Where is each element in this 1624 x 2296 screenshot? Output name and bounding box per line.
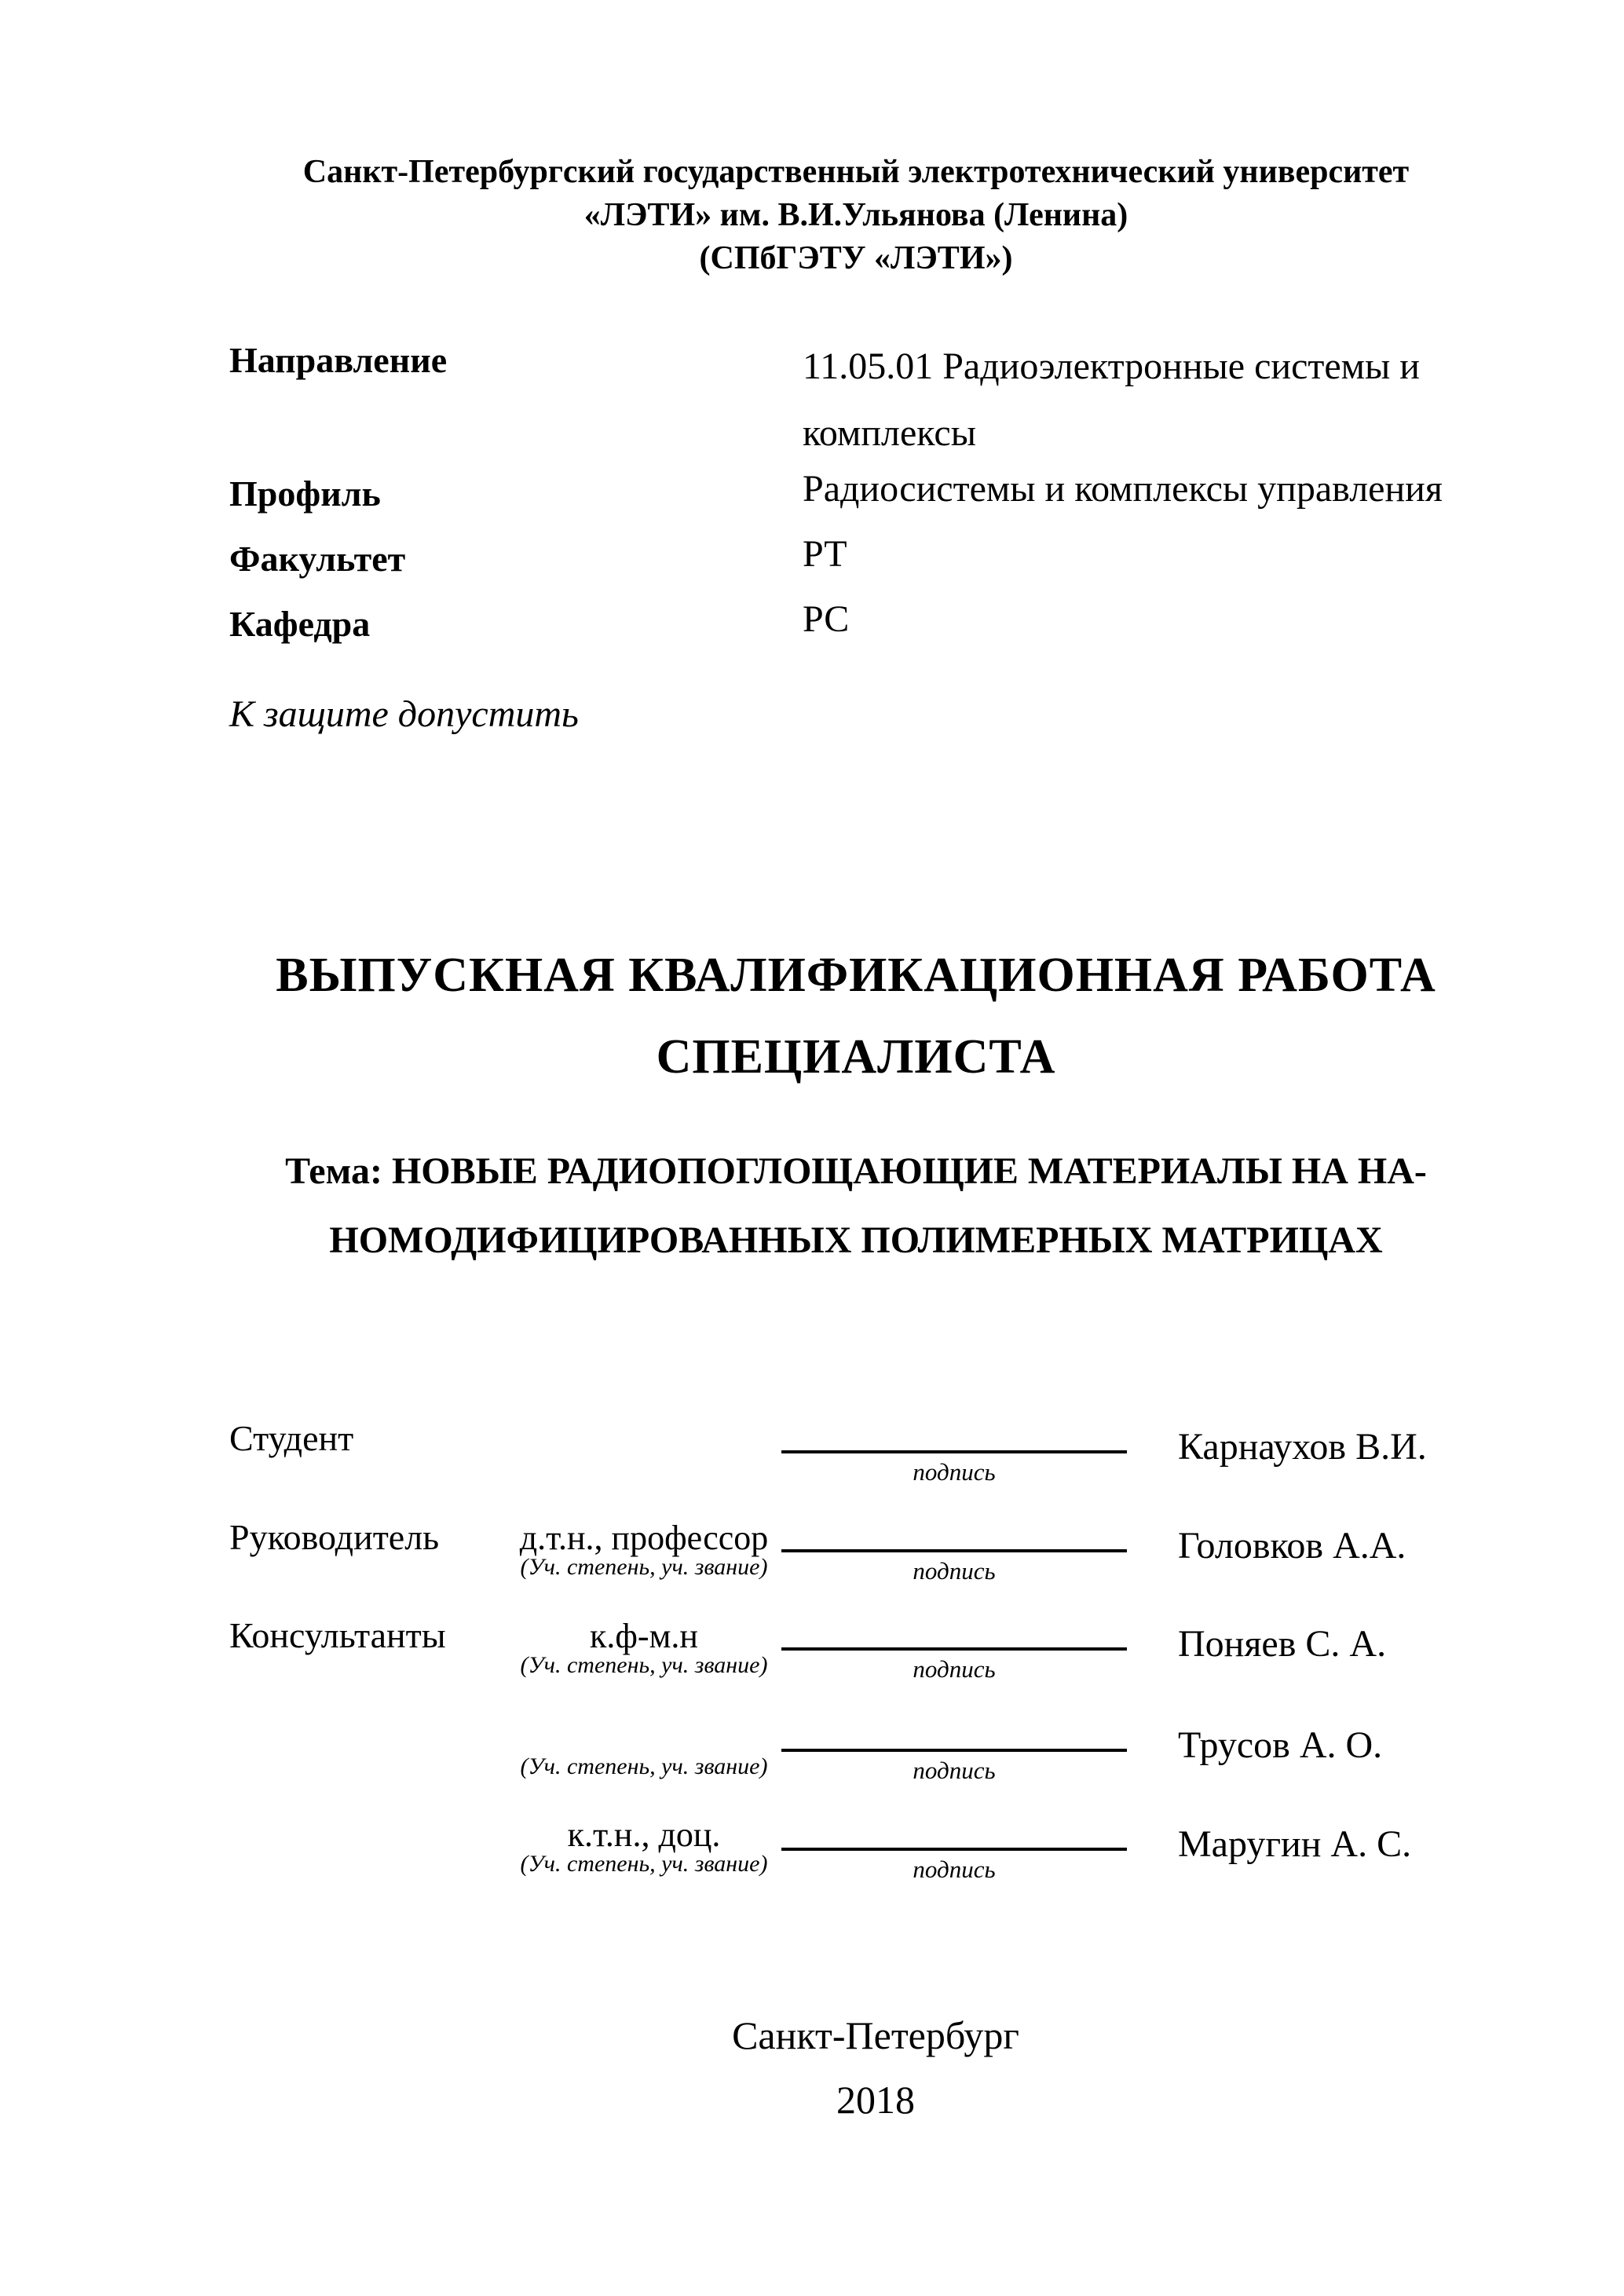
- department-value: РС: [803, 598, 850, 640]
- profile-value: Радиосистемы и комплексы управления: [803, 468, 1443, 510]
- footer-city: Санкт-Петербург: [732, 2013, 1019, 2057]
- work-title: [212, 934, 1500, 1098]
- work-title-line2: СПЕЦИАЛИСТА: [656, 1030, 1056, 1084]
- degree-hint-supervisor: (Уч. степень, уч. звание): [520, 1554, 768, 1580]
- signature-hint-supervisor: подпись: [913, 1557, 996, 1585]
- faculty-label: Факультет: [229, 539, 406, 579]
- signature-role-student: Студент: [229, 1418, 354, 1458]
- university-name-line1: Санкт-Петербургский государственный электротехнический университет: [302, 154, 1410, 190]
- signature-role-supervisor: Руководитель: [229, 1517, 440, 1557]
- signature-name-consultant2: Трусов А. О.: [1178, 1724, 1383, 1766]
- footer-year: 2018: [836, 2078, 915, 2122]
- signature-name-consultant3: Маругин А. С.: [1178, 1823, 1412, 1865]
- signature-hint-consultant2: подпись: [913, 1757, 996, 1784]
- signature-name-supervisor: Головков А.А.: [1178, 1525, 1406, 1567]
- profile-label: Профиль: [229, 473, 381, 514]
- signature-line-supervisor: [781, 1549, 1127, 1552]
- signature-line-consultant2: [781, 1749, 1127, 1752]
- direction-value: [803, 333, 1420, 466]
- department-label: Кафедра: [229, 604, 371, 644]
- degree-hint-consultant3: (Уч. степень, уч. звание): [520, 1851, 768, 1877]
- faculty-value: РТ: [803, 533, 847, 575]
- signature-line-consultant3: [781, 1848, 1127, 1851]
- topic-line2: НОМОДИФИЦИРОВАННЫХ ПОЛИМЕРНЫХ МАТРИЦАХ: [329, 1219, 1383, 1261]
- direction-label: Направление: [229, 340, 448, 380]
- signature-hint-consultant3: подпись: [913, 1855, 996, 1883]
- direction-value-line1: 11.05.01 Радиоэлектронные системы и: [803, 345, 1420, 387]
- university-abbreviation: (СПбГЭТУ «ЛЭТИ»): [699, 240, 1013, 276]
- topic-line1: Тема: НОВЫЕ РАДИОПОГЛОЩАЮЩИЕ МАТЕРИАЛЫ НА НА-: [285, 1150, 1427, 1192]
- signature-degree-supervisor: д.т.н., профессор: [519, 1519, 769, 1557]
- topic-title: [212, 1137, 1500, 1275]
- signature-degree-consultant1: к.ф-м.н: [590, 1617, 698, 1655]
- university-name-line2: «ЛЭТИ» им. В.И.Ульянова (Ленина): [583, 197, 1128, 233]
- signature-name-consultant1: Поняев С. А.: [1178, 1623, 1387, 1665]
- signature-hint-consultant1: подпись: [913, 1655, 996, 1683]
- signature-role-consultants: Консультанты: [229, 1615, 446, 1655]
- admission-note: К защите допустить: [229, 693, 579, 735]
- signature-degree-consultant3: к.т.н., доц.: [567, 1815, 721, 1854]
- degree-hint-consultant1: (Уч. степень, уч. звание): [520, 1652, 768, 1678]
- signature-line-student: [781, 1450, 1127, 1453]
- direction-value-line2: комплексы: [803, 412, 976, 454]
- university-header: [212, 151, 1500, 280]
- work-title-line1: ВЫПУСКНАЯ КВАЛИФИКАЦИОННАЯ РАБОТА: [276, 949, 1436, 1002]
- degree-hint-consultant2: (Уч. степень, уч. звание): [520, 1753, 768, 1779]
- signature-hint-student: подпись: [913, 1458, 996, 1486]
- signature-line-consultant1: [781, 1647, 1127, 1651]
- signature-name-student: Карнаухов В.И.: [1178, 1426, 1427, 1468]
